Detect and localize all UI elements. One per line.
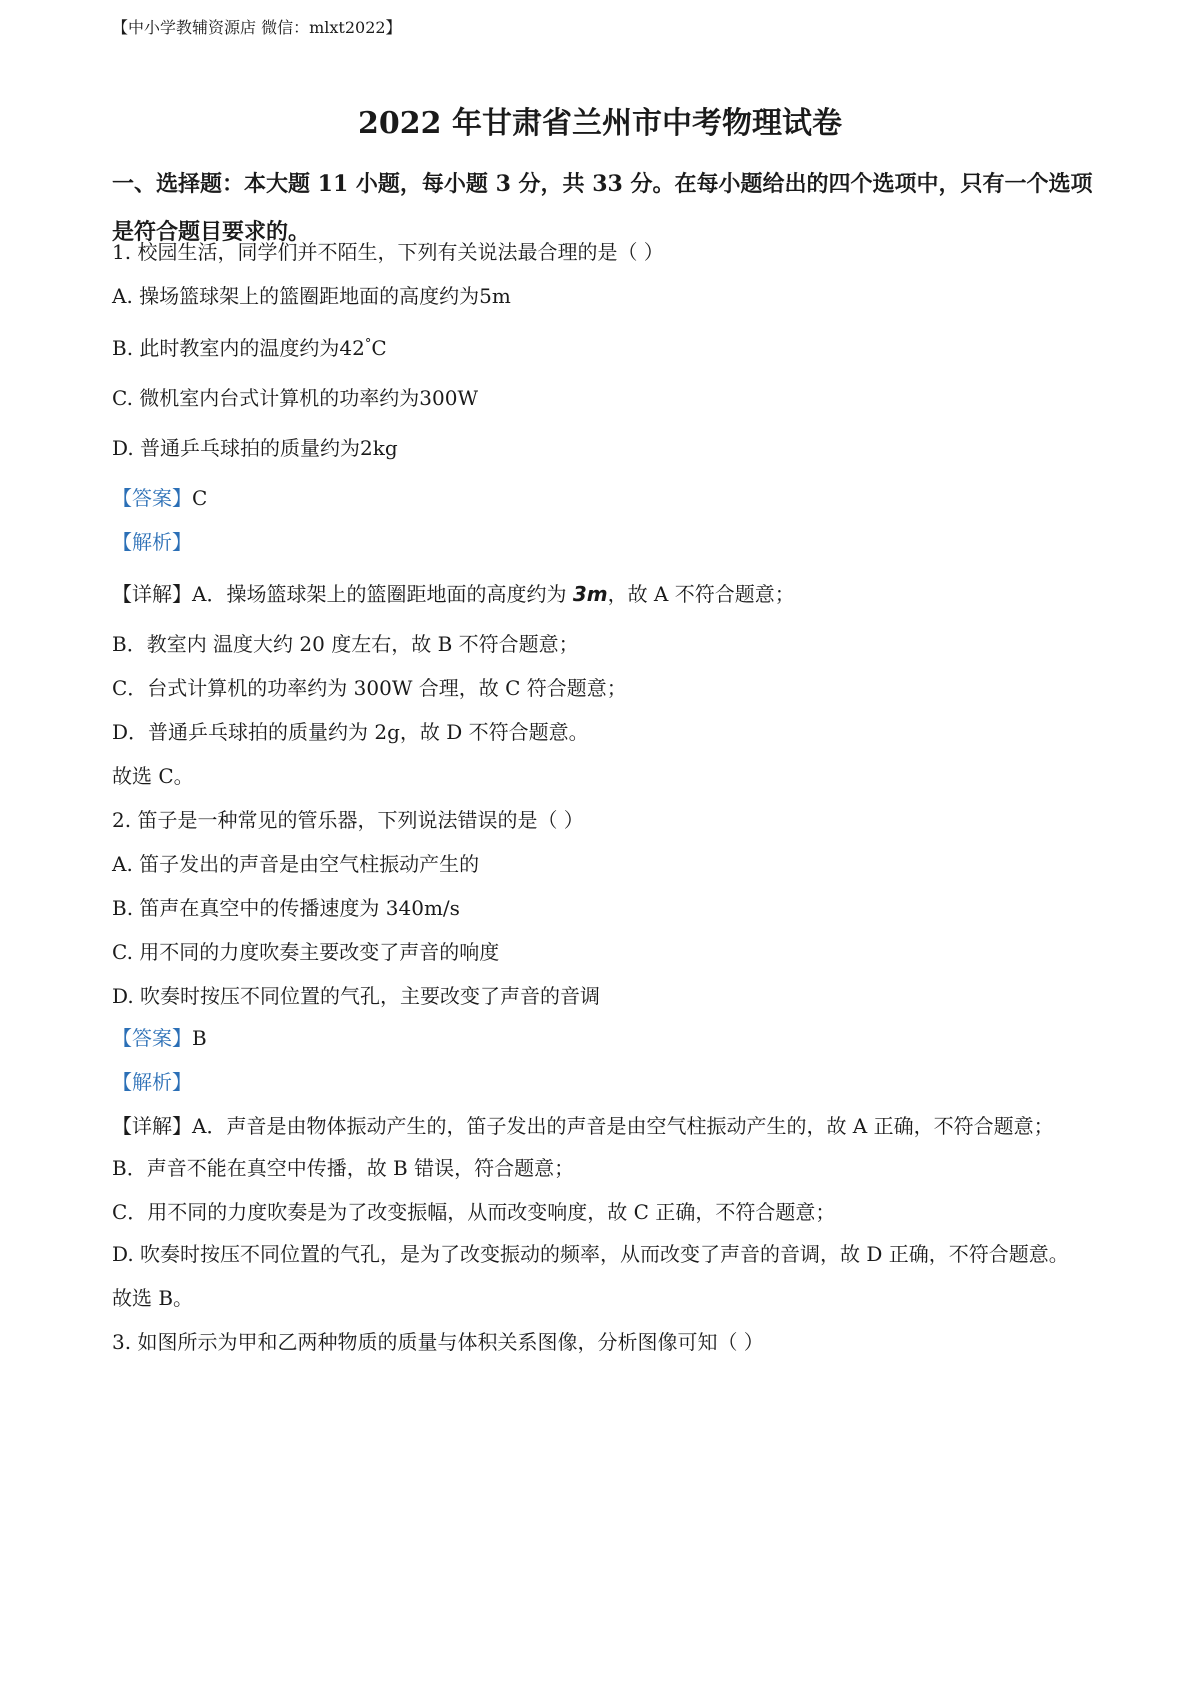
q3-stem: 3. 如图所示为甲和乙两种物质的质量与体积关系图像，分析图像可知（ ） [112,1330,764,1354]
q1-option-b [112,334,387,362]
q2-detail-c: C．用不同的力度吹奏是为了改变振幅，从而改变响度，故 C 正确，不符合题意； [112,1200,836,1224]
q1-detail-a-value: 3m [572,582,608,606]
header-note: 【中小学教辅资源店 微信：mlxt2022】 [112,18,402,37]
q1-answer-value: C [192,486,208,510]
q1-option-b-text: B. 此时教室内的温度约为42 [112,336,365,360]
q1-detail-a-pre: A．操场篮球架上的篮圈距地面的高度约为 [192,582,573,606]
q2-option-b: B. 笛声在真空中的传播速度为 340m/s [112,896,460,920]
q1-detail-b: B．教室内 温度大约 20 度左右，故 B 不符合题意； [112,632,579,656]
q1-option-c: C. 微机室内台式计算机的功率约为300W [112,386,479,410]
q1-option-b-unit: C [371,336,387,360]
q2-answer [112,1024,207,1052]
detail-label: 【详解】 [112,1114,192,1138]
q1-detail-a-post: ，故 A 不符合题意； [607,582,795,606]
degree-symbol: ° [364,336,372,352]
q2-option-a: A. 笛子发出的声音是由空气柱振动产生的 [112,852,480,876]
q1-answer [112,484,207,512]
page-title: 2022 年甘肃省兰州市中考物理试卷 [358,106,842,141]
q1-detail-c: C．台式计算机的功率约为 300W 合理，故 C 符合题意； [112,676,627,700]
section-heading: 一、选择题：本大题 11 小题，每小题 3 分，共 33 分。在每小题给出的四个选项中，只有一个选项是符合题目要求的。 [112,171,1093,245]
detail-label: 【详解】 [112,582,192,606]
q2-detail-a-text: A．声音是由物体振动产生的，笛子发出的声音是由空气柱振动产生的，故 A 正确，不符合题意； [192,1114,1054,1138]
q1-detail-d: D．普通乒乓球拍的质量约为 2g，故 D 不符合题意。 [112,720,589,744]
q2-detail-d: D. 吹奏时按压不同位置的气孔，是为了改变振动的频率，从而改变了声音的音调，故 D 正确，不符合题意。 [112,1242,1069,1266]
q2-conclusion: 故选 B。 [112,1286,194,1310]
q1-option-d: D. 普通乒乓球拍的质量约为2kg [112,436,398,460]
q1-detail-a [112,580,795,608]
q1-analysis-label: 【解析】 [112,530,192,554]
q2-option-c: C. 用不同的力度吹奏主要改变了声音的响度 [112,940,500,964]
q2-option-d: D. 吹奏时按压不同位置的气孔，主要改变了声音的音调 [112,984,601,1008]
answer-label: 【答案】 [112,486,192,510]
q2-detail-b: B．声音不能在真空中传播，故 B 错误，符合题意； [112,1156,575,1180]
q1-option-a: A. 操场篮球架上的篮圈距地面的高度约为5m [112,284,511,308]
q2-detail-a [112,1112,1054,1140]
q1-conclusion: 故选 C。 [112,764,194,788]
q2-stem: 2. 笛子是一种常见的管乐器，下列说法错误的是（ ） [112,808,584,832]
q2-analysis-label: 【解析】 [112,1070,192,1094]
q1-stem: 1. 校园生活，同学们并不陌生，下列有关说法最合理的是（ ） [112,240,664,264]
answer-label: 【答案】 [112,1026,192,1050]
q2-answer-value: B [192,1026,207,1050]
